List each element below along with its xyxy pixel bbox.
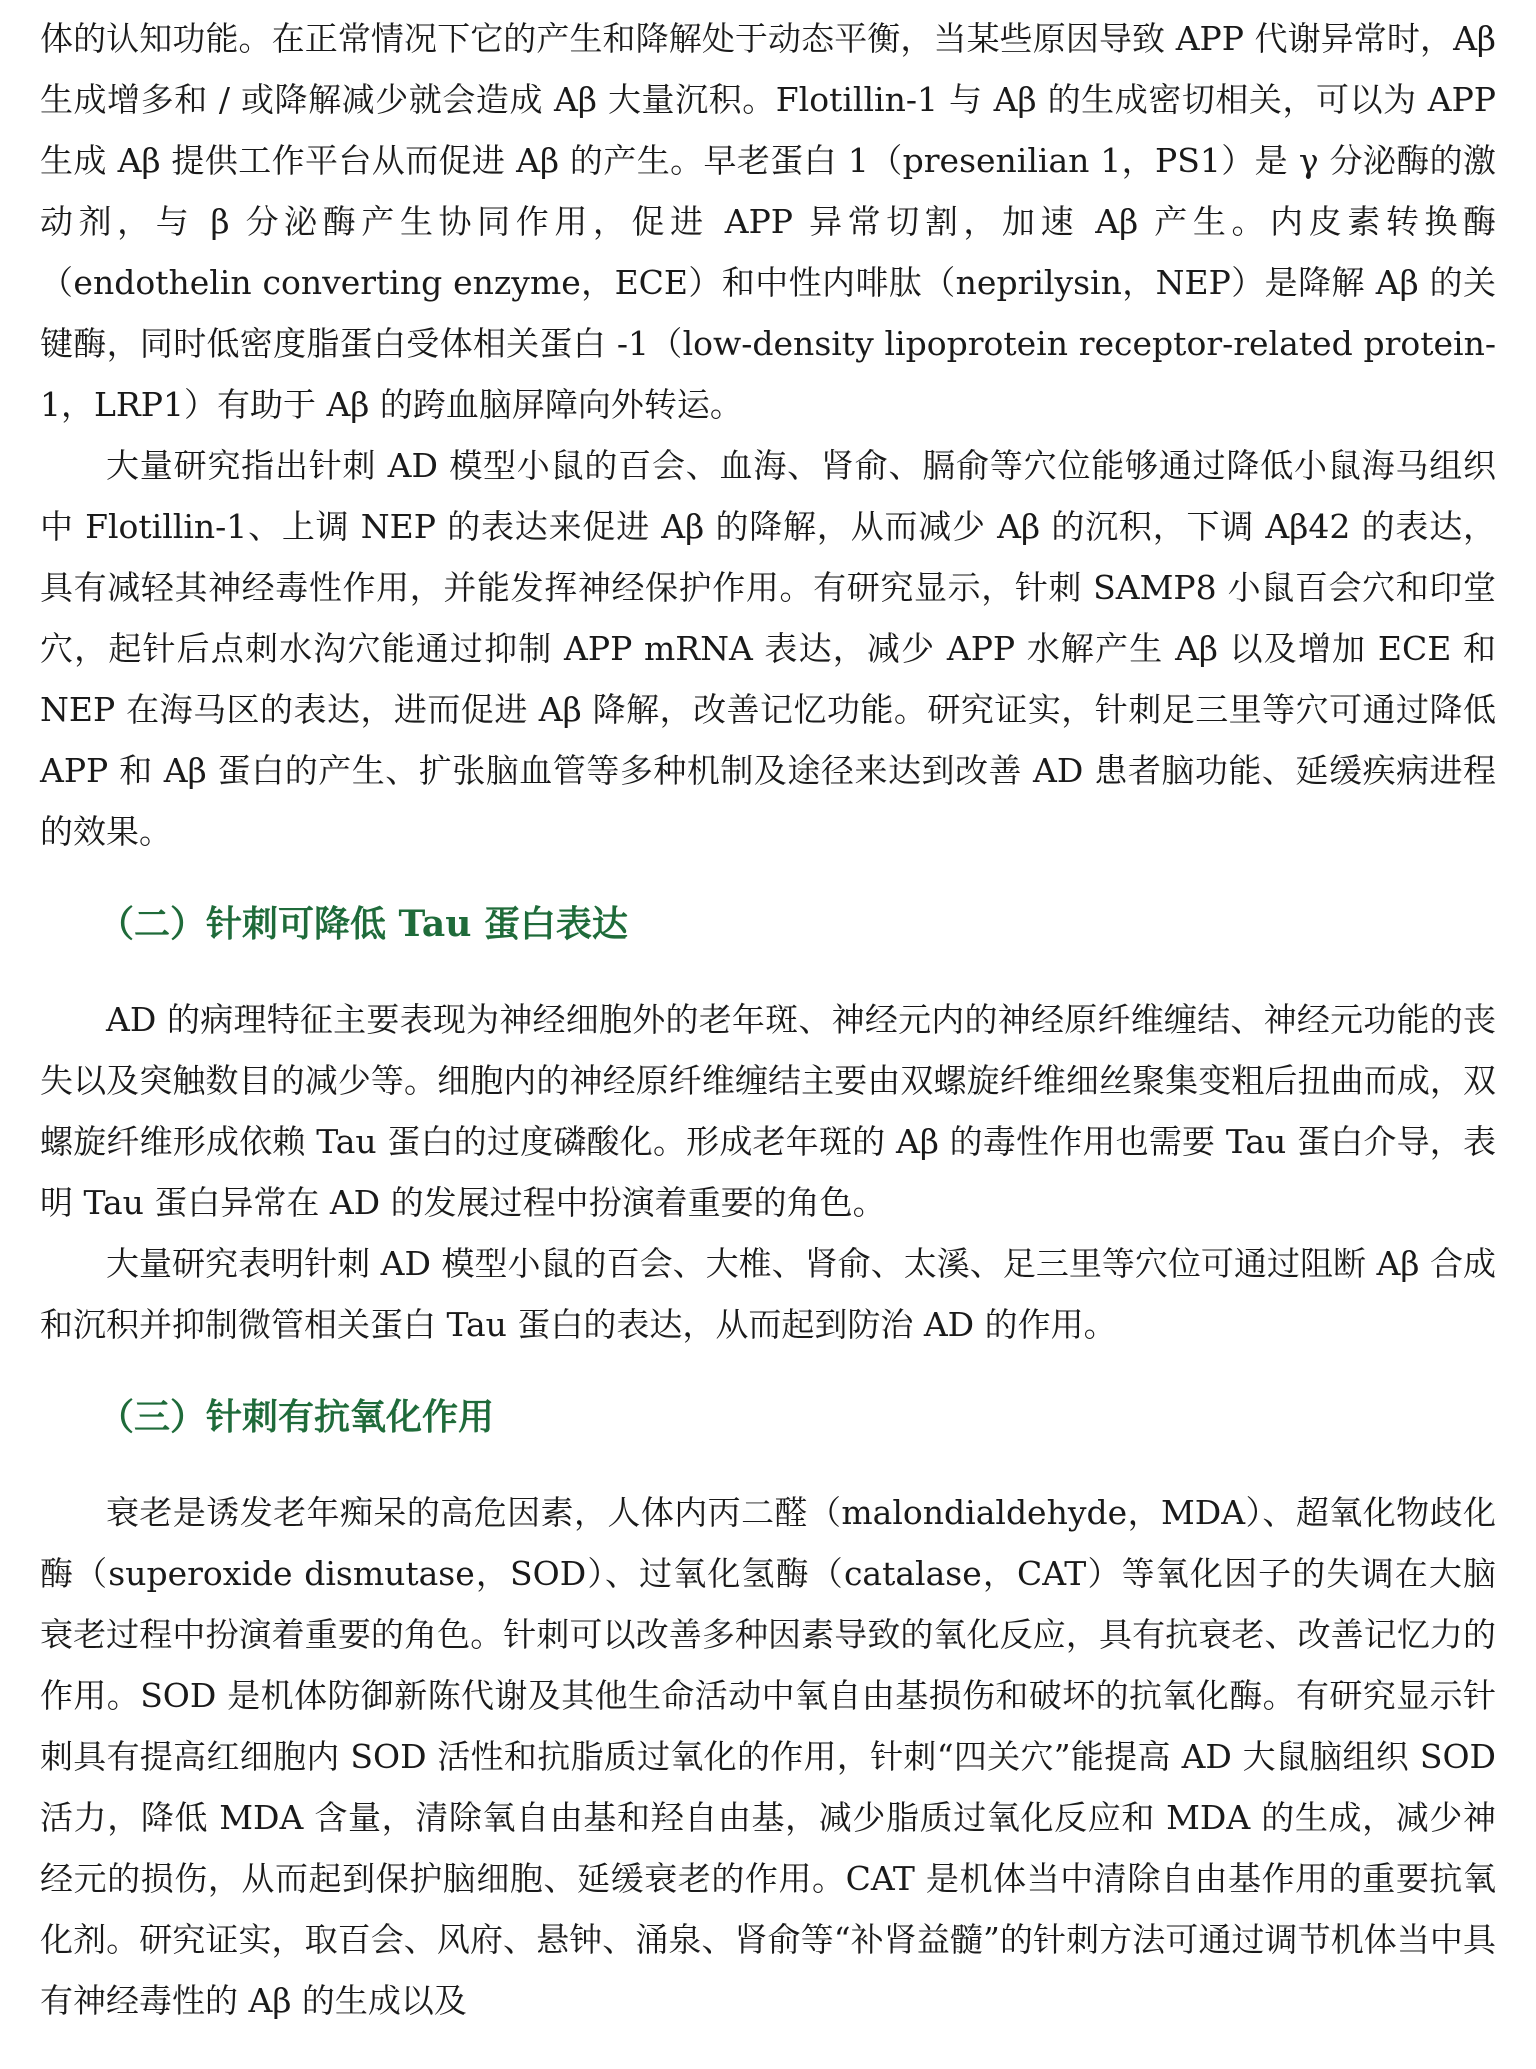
paragraph-ad-pathology: AD 的病理特征主要表现为神经细胞外的老年斑、神经元内的神经原纤维缠结、神经元功能的丧失以及突触数目的减少等。细胞内的神经原纤维缠结主要由双螺旋纤维细丝聚集变粗后扭曲而成，双螺旋纤维形成依赖 Tau 蛋白的过度磷酸化。形成老年斑的 Aβ 的毒性作用也需要 Tau 蛋白介导，表明 Tau 蛋白异常在 AD 的发展过程中扮演着重要的角色。 (40, 1000, 1496, 1222)
paragraph-acupuncture-abeta: 大量研究指出针刺 AD 模型小鼠的百会、血海、肾俞、膈俞等穴位能够通过降低小鼠海马组织中 Flotillin-1、上调 NEP 的表达来促进 Aβ 的降解，从而减少 Aβ 的沉积，下调 Aβ42 的表达，具有减轻其神经毒性作用，并能发挥神经保护作用。有研究显示，针刺 SAMP8 小鼠百会穴和印堂穴，起针后点刺水沟穴能通过抑制 APP mRNA 表达，减少 APP 水解产生 Aβ 以及增加 ECE 和 NEP 在海马区的表达，进而促进 Aβ 降解，改善记忆功能。研究证实，针刺足三里等穴可通过降低 APP 和 Aβ 蛋白的产生、扩张脑血管等多种机制及途径来达到改善 AD 患者脑功能、延缓疾病进程的效果。 (40, 446, 1496, 851)
section-heading-tau: （二）针刺可降低 Tau 蛋白表达 (98, 903, 628, 945)
section-heading-antioxidant: （三）针刺有抗氧化作用 (98, 1396, 495, 1438)
document-page (40, 8, 1496, 2031)
paragraph-acupuncture-tau: 大量研究表明针刺 AD 模型小鼠的百会、大椎、肾俞、太溪、足三里等穴位可通过阻断 Aβ 合成和沉积并抑制微管相关蛋白 Tau 蛋白的表达，从而起到防治 AD 的作用。 (40, 1244, 1496, 1344)
paragraph-app-metabolism: 体的认知功能。在正常情况下它的产生和降解处于动态平衡，当某些原因导致 APP 代谢异常时，Aβ 生成增多和 / 或降解减少就会造成 Aβ 大量沉积。Flotillin-1 与 Aβ 的生成密切相关，可以为 APP 生成 Aβ 提供工作平台从而促进 Aβ 的产生。早老蛋白 1（presenilian 1，PS1）是 γ 分泌酶的激动剂，与 β 分泌酶产生协同作用，促进 APP 异常切割，加速 Aβ 产生。内皮素转换酶（endothelin converting enzyme，ECE）和中性内啡肽（neprilysin，NEP）是降解 Aβ 的关键酶，同时低密度脂蛋白受体相关蛋白 -1（low-density lipoprotein receptor-related protein-1，LRP1）有助于 Aβ 的跨血脑屏障向外转运。 (40, 19, 1496, 424)
paragraph-antioxidant: 衰老是诱发老年痴呆的高危因素，人体内丙二醛（malondialdehyde，MDA）、超氧化物歧化酶（superoxide dismutase，SOD）、过氧化氢酶（catalase，CAT）等氧化因子的失调在大脑衰老过程中扮演着重要的角色。针刺可以改善多种因素导致的氧化反应，具有抗衰老、改善记忆力的作用。SOD 是机体防御新陈代谢及其他生命活动中氧自由基损伤和破坏的抗氧化酶。有研究显示针刺具有提高红细胞内 SOD 活性和抗脂质过氧化的作用，针刺“四关穴”能提高 AD 大鼠脑组织 SOD 活力，降低 MDA 含量，清除氧自由基和羟自由基，减少脂质过氧化反应和 MDA 的生成，减少神经元的损伤，从而起到保护脑细胞、延缓衰老的作用。CAT 是机体当中清除自由基作用的重要抗氧化剂。研究证实，取百会、风府、悬钟、涌泉、肾俞等“补肾益髓”的针刺方法可通过调节机体当中具有神经毒性的 Aβ 的生成以及 (40, 1493, 1496, 2020)
